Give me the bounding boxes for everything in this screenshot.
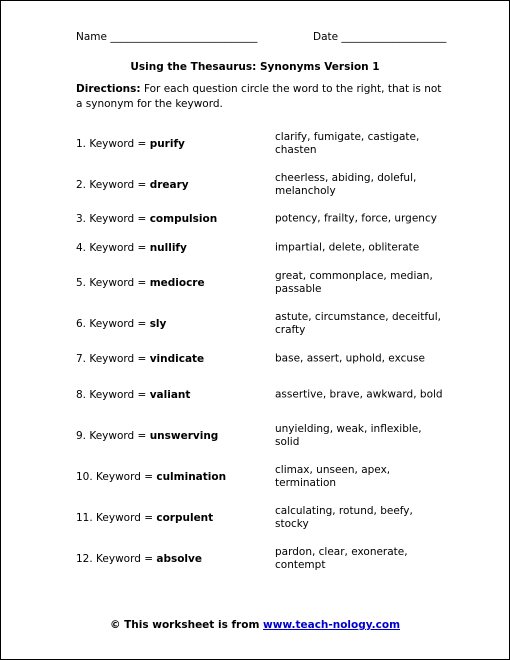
keyword: vindicate bbox=[149, 353, 205, 365]
question-prefix: 3. Keyword = bbox=[76, 213, 150, 225]
question-keyword bbox=[76, 352, 204, 366]
question-keyword bbox=[76, 137, 185, 151]
question-row bbox=[1, 416, 509, 456]
keyword: dreary bbox=[149, 179, 189, 191]
question-keyword bbox=[76, 552, 202, 566]
footer-link[interactable]: www.teach-nology.com bbox=[263, 619, 401, 631]
date-field-label: Date ____________________ bbox=[313, 31, 447, 43]
question-prefix: 8. Keyword = bbox=[76, 389, 150, 401]
keyword: corpulent bbox=[156, 512, 214, 524]
question-prefix: 11. Keyword = bbox=[76, 512, 157, 524]
directions bbox=[76, 82, 446, 112]
keyword: culmination bbox=[156, 471, 227, 483]
question-keyword bbox=[76, 388, 190, 402]
question-keyword bbox=[76, 212, 217, 226]
question-keyword bbox=[76, 178, 189, 192]
question-prefix: 7. Keyword = bbox=[76, 353, 150, 365]
directions-text: For each question circle the word to the right, that is not a synonym for the keyword. bbox=[76, 83, 442, 110]
question-prefix: 5. Keyword = bbox=[76, 277, 150, 289]
question-row bbox=[1, 124, 509, 164]
answer-options: climax, unseen, apex, termination bbox=[275, 464, 391, 489]
keyword: valiant bbox=[149, 389, 191, 401]
question-prefix: 12. Keyword = bbox=[76, 553, 157, 565]
answer-options: impartial, delete, obliterate bbox=[275, 241, 420, 254]
question-row bbox=[1, 304, 509, 344]
keyword: mediocre bbox=[149, 277, 205, 289]
question-row bbox=[1, 375, 509, 415]
question-keyword bbox=[76, 276, 205, 290]
question-prefix: 4. Keyword = bbox=[76, 242, 150, 254]
question-row bbox=[1, 228, 509, 268]
question-keyword bbox=[76, 317, 166, 331]
answer-options: unyielding, weak, inflexible, solid bbox=[275, 423, 422, 448]
keyword: absolve bbox=[156, 553, 202, 565]
question-row bbox=[1, 339, 509, 379]
question-keyword bbox=[76, 511, 213, 525]
answer-options: pardon, clear, exonerate, contempt bbox=[275, 546, 408, 571]
question-keyword bbox=[76, 429, 218, 443]
footer-credit bbox=[1, 618, 509, 632]
question-prefix: 2. Keyword = bbox=[76, 179, 150, 191]
question-prefix: 1. Keyword = bbox=[76, 138, 150, 150]
question-row bbox=[1, 263, 509, 303]
question-prefix: 10. Keyword = bbox=[76, 471, 157, 483]
answer-options: astute, circumstance, deceitful, crafty bbox=[275, 311, 441, 336]
keyword: nullify bbox=[149, 242, 187, 254]
keyword: purify bbox=[149, 138, 185, 150]
keyword: sly bbox=[149, 318, 167, 330]
keyword: compulsion bbox=[149, 213, 218, 225]
question-row bbox=[1, 457, 509, 497]
answer-options: calculating, rotund, beefy, stocky bbox=[275, 505, 413, 530]
keyword: unswerving bbox=[149, 430, 219, 442]
worksheet-title: Using the Thesaurus: Synonyms Version 1 bbox=[130, 61, 380, 73]
answer-options: great, commonplace, median, passable bbox=[275, 270, 433, 295]
answer-options: potency, frailty, force, urgency bbox=[275, 212, 437, 225]
question-keyword bbox=[76, 470, 226, 484]
question-prefix: 9. Keyword = bbox=[76, 430, 150, 442]
directions-label: Directions: bbox=[76, 83, 141, 95]
answer-options: cheerless, abiding, doleful, melancholy bbox=[275, 172, 417, 197]
question-keyword bbox=[76, 241, 187, 255]
footer-text: © This worksheet is from bbox=[109, 619, 264, 631]
name-field-label: Name ____________________________ bbox=[76, 31, 258, 43]
question-prefix: 6. Keyword = bbox=[76, 318, 150, 330]
question-row bbox=[1, 498, 509, 538]
answer-options: assertive, brave, awkward, bold bbox=[275, 388, 443, 401]
question-row bbox=[1, 539, 509, 579]
answer-options: base, assert, uphold, excuse bbox=[275, 352, 425, 365]
answer-options: clarify, fumigate, castigate, chasten bbox=[275, 131, 420, 156]
